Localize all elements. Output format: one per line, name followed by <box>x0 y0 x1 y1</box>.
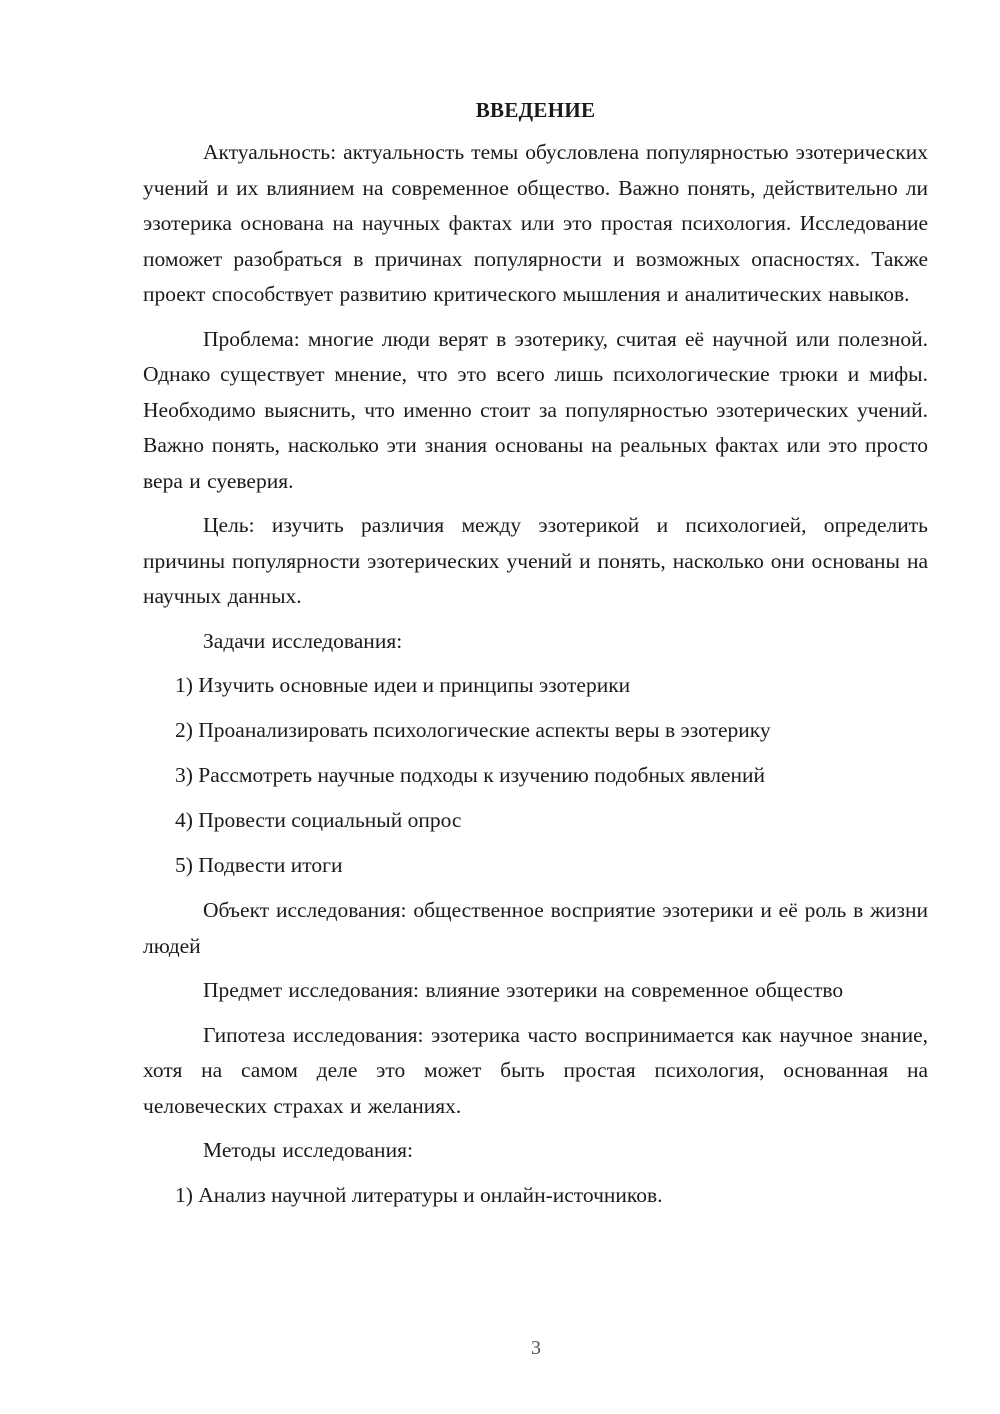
task-item: 4) Провести социальный опрос <box>175 808 462 832</box>
task-item: 3) Рассмотреть научные подходы к изучению подобных явлений <box>175 763 766 787</box>
tasks-heading: Задачи исследования: <box>203 628 403 653</box>
page-content <box>143 95 928 1223</box>
relevance-paragraph: Актуальность: актуальность темы обусловлена популярностью эзотерических учений и их влиянием на современное общество. Важно понять, действительно ли эзотерика основана на научных фактах или это простая психология. Исследование поможет разобраться в причинах популярности и возможных опасностях. Также проект способствует развитию критического мышления и аналитических навыков. <box>143 140 928 306</box>
task-item: 5) Подвести итоги <box>175 853 343 877</box>
section-title: ВВЕДЕНИЕ <box>475 98 596 122</box>
task-item: 1) Изучить основные идеи и принципы эзотерики <box>175 673 631 697</box>
subject-paragraph: Предмет исследования: влияние эзотерики на современное общество <box>203 978 844 1002</box>
methods-heading: Методы исследования: <box>203 1138 413 1162</box>
problem-paragraph: Проблема: многие люди верят в эзотерику, считая её научной или полезной. Однако существует мнение, что это всего лишь психологические трюки и мифы. Необходимо выяснить, что именно стоит за популярностью эзотерических учений. Важно понять, насколько эти знания основаны на реальных фактах или это просто вера и суеверия. <box>143 326 928 493</box>
object-paragraph: Объект исследования: общественное восприятие эзотерики и её роль в жизни людей <box>143 898 928 958</box>
page-number: 3 <box>531 1337 541 1359</box>
method-item: 1) Анализ научной литературы и онлайн-источников. <box>175 1182 663 1207</box>
hypothesis-paragraph: Гипотеза исследования: эзотерика часто воспринимается как научное знание, хотя на самом деле это может быть простая психология, основанная на человеческих страхах и желаниях. <box>143 1022 928 1118</box>
task-item: 2) Проанализировать психологические аспекты веры в эзотерику <box>175 718 771 742</box>
goal-paragraph: Цель: изучить различия между эзотерикой и психологией, определить причины популярности эзотерических учений и понять, насколько они основаны на научных данных. <box>143 513 928 608</box>
